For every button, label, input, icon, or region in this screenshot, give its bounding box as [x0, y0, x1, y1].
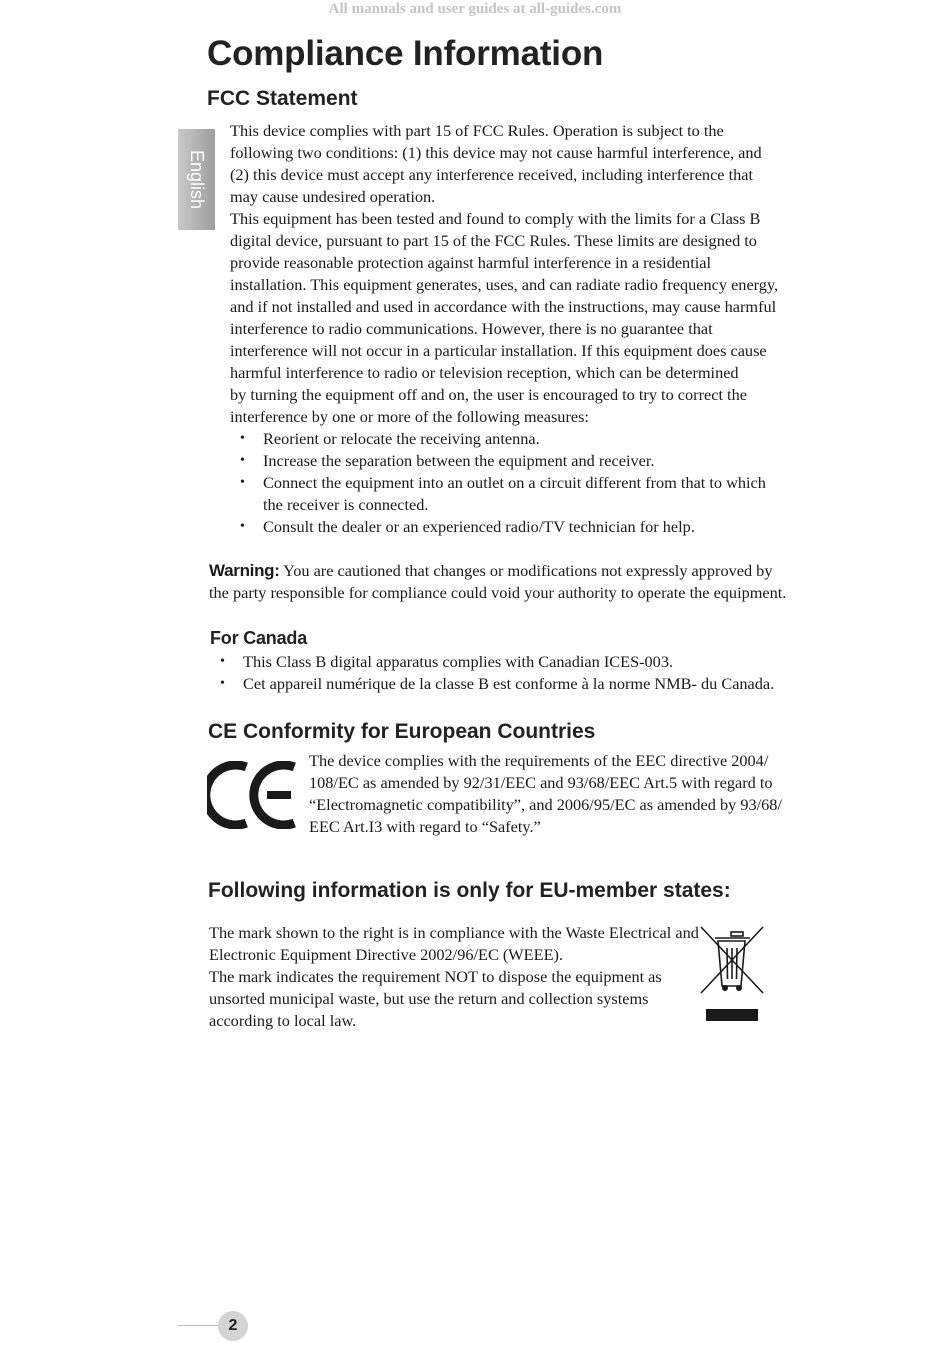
page-title: Compliance Information [207, 34, 604, 73]
text-line: digital device, pursuant to part 15 of the FCC Rules. These limits are designed to [230, 231, 757, 250]
text-line: harmful interference to radio or television reception, which can be determined [230, 363, 739, 382]
text-line: (2) this device must accept any interference received, including interference that [230, 165, 754, 184]
text-line: The device complies with the requirements of the EEC directive 2004/ [309, 751, 769, 770]
text-line: • Cet appareil numérique de la classe B est conforme à la norme NMB- du Canada. [243, 674, 775, 693]
text-line: You are cautioned that changes or modifications not expressly approved by [283, 561, 773, 580]
text-line: following two conditions: (1) this device may not cause harmful interference, and [230, 143, 762, 162]
text-line: interference to radio communications. However, there is no guarantee that [230, 319, 713, 338]
crossed-out-wheelie-bin-icon [698, 924, 766, 1024]
text-line: may cause undesired operation. [230, 187, 436, 206]
text-line: This equipment has been tested and found to comply with the limits for a Class B [230, 209, 761, 228]
eu-paragraph [209, 922, 699, 1032]
text-line: interference by one or more of the following measures: [230, 407, 589, 426]
ce-heading: CE Conformity for European Countries [208, 720, 596, 743]
text-line: provide reasonable protection against harmful interference in a residential [230, 253, 711, 272]
warning-paragraph [209, 560, 786, 604]
fcc-paragraph-2 [230, 208, 778, 428]
text-line: the party responsible for compliance could void your authority to operate the equipment. [209, 583, 787, 602]
text-line: • This Class B digital apparatus complies with Canadian ICES-003. [243, 652, 674, 671]
list-item [230, 450, 766, 472]
list-item [230, 428, 766, 450]
language-tab-label: English [187, 149, 208, 210]
eu-heading: Following information is only for EU-member states: [208, 879, 731, 902]
warning-line-1 [209, 560, 786, 582]
text-line: The mark indicates the requirement NOT to dispose the equipment as [209, 967, 662, 986]
ce-paragraph [309, 750, 782, 838]
text-line: and if not installed and used in accordance with the instructions, may cause harmful [230, 297, 777, 316]
language-tab [178, 129, 215, 230]
text-line: Electronic Equipment Directive 2002/96/EC (WEEE). [209, 945, 564, 964]
list-item [230, 516, 766, 538]
text-line: interference will not occur in a particular installation. If this equipment does cause [230, 341, 767, 360]
text-line: unsorted municipal waste, but use the return and collection systems [209, 989, 649, 1008]
fcc-heading: FCC Statement [207, 87, 358, 110]
text-line: by turning the equipment off and on, the user is encouraged to try to correct the [230, 385, 747, 404]
page-number: 2 [218, 1311, 248, 1341]
text-line: This device complies with part 15 of FCC Rules. Operation is subject to the [230, 121, 724, 140]
ce-mark-icon [207, 761, 299, 829]
canada-list [209, 651, 774, 695]
text-line: • Reorient or relocate the receiving antenna. [263, 429, 540, 448]
text-line: • Connect the equipment into an outlet on a circuit different from that to which [263, 473, 766, 492]
text-line: • Consult the dealer or an experienced radio/TV technician for help. [263, 517, 695, 536]
warning-label: Warning: [209, 561, 280, 580]
text-line: 108/EC as amended by 92/31/EEC and 93/68/EEC Art.5 with regard to [309, 773, 773, 792]
list-item [209, 673, 774, 695]
fcc-paragraph-1 [230, 120, 762, 208]
text-line: The mark shown to the right is in compliance with the Waste Electrical and [209, 923, 699, 942]
text-line: installation. This equipment generates, uses, and can radiate radio frequency energy, [230, 275, 779, 294]
page-number-rule [178, 1325, 220, 1326]
text-line: EEC Art.I3 with regard to “Safety.” [309, 817, 541, 836]
text-line: the receiver is connected. [263, 495, 429, 514]
text-line: • Increase the separation between the equipment and receiver. [263, 451, 655, 470]
list-item [230, 472, 766, 516]
watermark-text: All manuals and user guides at all-guides.com [328, 1, 622, 17]
list-item [209, 651, 774, 673]
canada-heading: For Canada [210, 628, 308, 648]
text-line: “Electromagnetic compatibility”, and 2006/95/EC as amended by 93/68/ [309, 795, 782, 814]
text-line: according to local law. [209, 1011, 357, 1030]
fcc-measures-list [230, 428, 766, 538]
